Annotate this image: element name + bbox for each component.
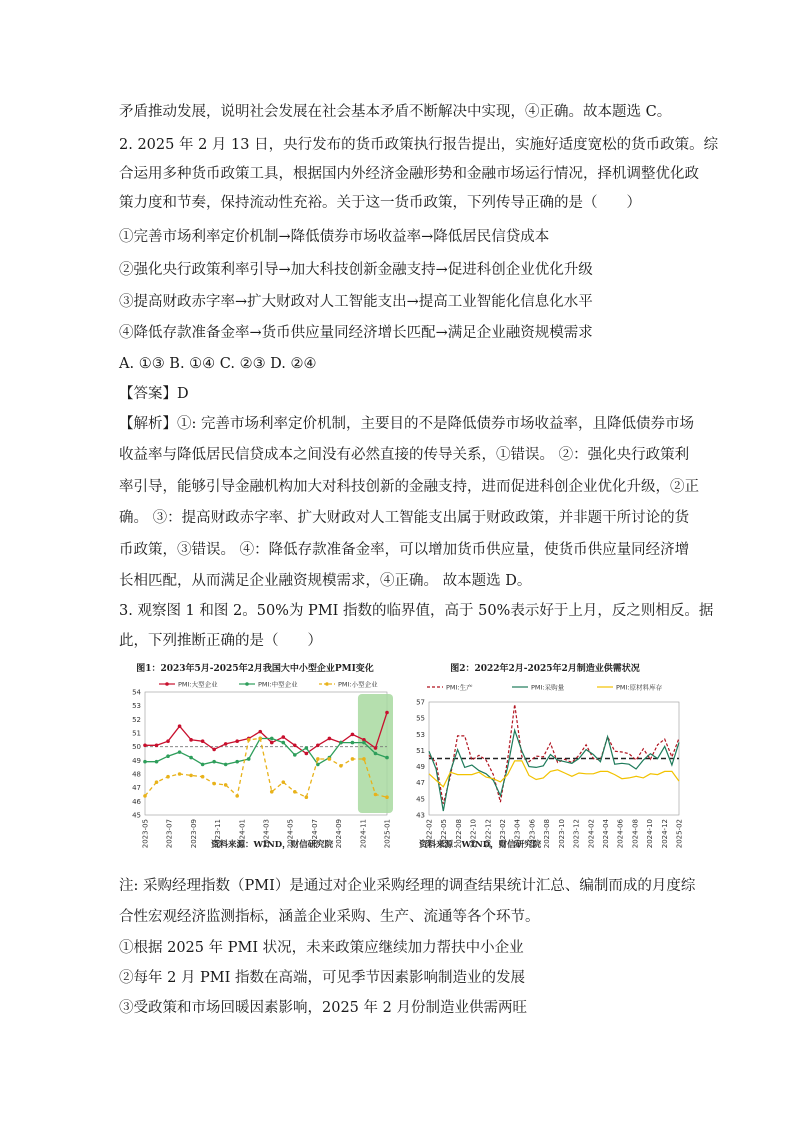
data-point bbox=[143, 760, 147, 764]
y-tick-label: 52 bbox=[132, 715, 141, 724]
x-tick-label: 2022-05 bbox=[440, 819, 449, 849]
option-line: ④降低存款准备金率→货币供应量同经济增长匹配→满足企业融资规模需求 bbox=[119, 325, 593, 341]
data-point bbox=[293, 744, 297, 748]
data-point bbox=[385, 795, 389, 799]
y-tick-label: 57 bbox=[416, 698, 425, 707]
y-tick-label: 51 bbox=[416, 746, 425, 755]
data-point bbox=[281, 741, 285, 745]
text-line: 合性宏观经济监测指标，涵盖企业采购、生产、流通等各个环节。 bbox=[119, 909, 540, 925]
option-line: ①根据 2025 年 PMI 状况，未来政策应继续加力帮扶中小企业 bbox=[119, 940, 524, 956]
data-point bbox=[351, 757, 355, 761]
y-tick-label: 49 bbox=[416, 763, 425, 772]
data-point bbox=[143, 744, 147, 748]
x-tick-label: 2025-02 bbox=[675, 819, 684, 849]
x-tick-label: 2023-12 bbox=[572, 819, 581, 849]
data-point bbox=[155, 760, 159, 764]
data-point bbox=[247, 738, 251, 742]
data-point bbox=[235, 739, 239, 743]
series-line bbox=[429, 761, 679, 787]
x-tick-label: 2024-05 bbox=[286, 819, 295, 849]
x-tick-label: 2023-11 bbox=[214, 819, 223, 849]
data-point bbox=[143, 794, 147, 798]
data-point bbox=[328, 757, 332, 761]
text-line: 注: 采购经理指数（PMI）是通过对企业采购经理的调查结果统计汇总、编制而成的月度综 bbox=[119, 878, 696, 894]
text-line: 收益率与降低居民信贷成本之间没有必然直接的传导关系，①错误。 ②：强化央行政策利 bbox=[119, 447, 690, 463]
data-point bbox=[258, 737, 262, 741]
x-tick-label: 2024-09 bbox=[335, 819, 344, 849]
data-point bbox=[316, 744, 320, 748]
y-tick-label: 48 bbox=[132, 770, 141, 779]
data-point bbox=[258, 730, 262, 734]
x-tick-label: 2022-10 bbox=[469, 819, 478, 849]
y-tick-label: 54 bbox=[132, 688, 141, 697]
legend-label: PMI:生产 bbox=[446, 683, 473, 692]
data-point bbox=[178, 772, 182, 776]
x-tick-label: 2023-05 bbox=[141, 819, 150, 849]
data-point bbox=[374, 746, 378, 750]
legend-marker bbox=[165, 682, 169, 686]
data-point bbox=[189, 756, 193, 760]
series-line bbox=[145, 739, 387, 798]
x-tick-label: 2024-08 bbox=[631, 819, 640, 849]
data-point bbox=[293, 790, 297, 794]
x-tick-label: 2023-04 bbox=[513, 819, 522, 849]
y-tick-label: 55 bbox=[416, 714, 425, 723]
legend-label: PMI:原材料库存 bbox=[616, 683, 663, 692]
x-tick-label: 2024-11 bbox=[359, 819, 368, 849]
text-line: 率引导，能够引导金融机构加大对科技创新的金融支持，进而促进科创企业优化升级，②正 bbox=[119, 479, 699, 495]
data-point bbox=[166, 775, 170, 779]
data-point bbox=[293, 753, 297, 757]
data-point bbox=[201, 775, 205, 779]
series-line bbox=[429, 704, 679, 803]
text-line: 2. 2025 年 2 月 13 日，央行发布的货币政策执行报告提出，实施好适度宽松的货币政策。综 bbox=[119, 137, 719, 153]
x-tick-label: 2024-03 bbox=[262, 819, 271, 849]
data-point bbox=[362, 741, 366, 745]
text-line: 长相匹配，从而满足企业融资规模需求，④正确。 故本题选 D。 bbox=[119, 573, 532, 589]
answer-line: 【答案】D bbox=[119, 386, 189, 402]
y-tick-label: 45 bbox=[416, 795, 425, 804]
y-tick-label: 53 bbox=[132, 702, 141, 711]
data-point bbox=[305, 752, 309, 756]
data-point bbox=[339, 741, 343, 745]
y-tick-label: 45 bbox=[132, 811, 141, 820]
text-line: 币政策，③错误。 ④：降低存款准备金率，可以增加货币供应量，使货币供应量同经济增 bbox=[119, 542, 690, 558]
text-line: 3. 观察图 1 和图 2。50%为 PMI 指数的临界值，高于 50%表示好于上月，反之则相反。据 bbox=[119, 603, 714, 619]
y-tick-label: 53 bbox=[416, 730, 425, 739]
data-point bbox=[362, 757, 366, 761]
data-point bbox=[178, 750, 182, 754]
text-line: 此，下列推断正确的是（ ） bbox=[119, 633, 322, 649]
data-point bbox=[189, 774, 193, 778]
option-line: ①完善市场利率定价机制→降低债券市场收益率→降低居民信贷成本 bbox=[119, 229, 550, 245]
data-point bbox=[212, 782, 216, 786]
y-tick-label: 49 bbox=[132, 756, 141, 765]
data-point bbox=[224, 763, 228, 767]
data-point bbox=[305, 746, 309, 750]
legend-label: PMI:采购量 bbox=[531, 683, 565, 692]
data-point bbox=[351, 741, 355, 745]
data-point bbox=[155, 780, 159, 784]
chart-1-title: 图1：2023年5月-2025年2月我国大中小型企业PMI变化 bbox=[136, 664, 374, 674]
chart-2-svg bbox=[405, 660, 685, 850]
x-tick-label: 2023-07 bbox=[165, 819, 174, 849]
data-point bbox=[155, 744, 159, 748]
series-line bbox=[145, 713, 387, 754]
data-point bbox=[270, 737, 274, 741]
x-tick-label: 2023-08 bbox=[543, 819, 552, 849]
option-line: ②每年 2 月 PMI 指数在高端，可见季节因素影响制造业的发展 bbox=[119, 970, 525, 986]
x-tick-label: 2023-10 bbox=[557, 819, 566, 849]
data-point bbox=[201, 763, 205, 767]
x-tick-label: 2022-02 bbox=[425, 819, 434, 849]
chart-1 bbox=[115, 660, 395, 850]
text-line: 策力度和节奏，保持流动性充裕。关于这一货币政策，下列传导正确的是（ ） bbox=[119, 195, 641, 211]
text-line: 矛盾推动发展，说明社会发展在社会基本矛盾不断解决中实现，④正确。故本题选 C。 bbox=[119, 104, 672, 120]
x-tick-label: 2022-08 bbox=[454, 819, 463, 849]
y-tick-label: 46 bbox=[132, 797, 141, 806]
data-point bbox=[247, 757, 251, 761]
chart-2-source: 资料来源：WIND，财信研究院 bbox=[419, 840, 542, 850]
x-tick-label: 2024-04 bbox=[601, 819, 610, 849]
data-point bbox=[281, 780, 285, 784]
chart-1-source: 资料来源：WIND，财信研究院 bbox=[211, 840, 334, 850]
data-point bbox=[281, 735, 285, 739]
data-point bbox=[270, 790, 274, 794]
chart-2 bbox=[405, 660, 685, 850]
x-tick-label: 2024-10 bbox=[646, 819, 655, 849]
data-point bbox=[212, 760, 216, 764]
y-tick-label: 50 bbox=[132, 743, 141, 752]
data-point bbox=[201, 739, 205, 743]
text-line: 【解析】①: 完善市场利率定价机制，主要目的不是降低债券市场收益率，且降低债券市场 bbox=[119, 416, 694, 432]
data-point bbox=[374, 793, 378, 797]
x-tick-label: 2025-01 bbox=[383, 819, 392, 849]
data-point bbox=[385, 756, 389, 760]
option-line: ③受政策和市场回暖因素影响，2025 年 2 月份制造业供需两旺 bbox=[119, 1000, 527, 1016]
data-point bbox=[166, 739, 170, 743]
data-point bbox=[339, 764, 343, 768]
x-tick-label: 2023-02 bbox=[499, 819, 508, 849]
x-tick-label: 2023-06 bbox=[528, 819, 537, 849]
legend-label: PMI:小型企业 bbox=[338, 680, 378, 689]
data-point bbox=[351, 733, 355, 737]
x-tick-label: 2024-12 bbox=[660, 819, 669, 849]
data-point bbox=[166, 754, 170, 758]
text-line: 确。 ③：提高财政赤字率、扩大财政对人工智能支出属于财政政策，并非题干所讨论的货 bbox=[119, 510, 690, 526]
data-point bbox=[224, 783, 228, 787]
x-tick-label: 2024-01 bbox=[238, 819, 247, 849]
x-tick-label: 2023-09 bbox=[189, 819, 198, 849]
x-tick-label: 2024-07 bbox=[310, 819, 319, 849]
data-point bbox=[385, 711, 389, 715]
y-tick-label: 47 bbox=[132, 784, 141, 793]
x-tick-label: 2024-02 bbox=[587, 819, 596, 849]
option-line: ③提高财政赤字率→扩大财政对人工智能支出→提高工业智能化信息化水平 bbox=[119, 294, 593, 310]
x-tick-label: 2024-06 bbox=[616, 819, 625, 849]
choices-line: A. ①③ B. ①④ C. ②③ D. ②④ bbox=[119, 356, 317, 372]
y-tick-label: 51 bbox=[132, 729, 141, 738]
data-point bbox=[270, 741, 274, 745]
data-point bbox=[178, 724, 182, 728]
chart-1-svg bbox=[115, 660, 395, 850]
data-point bbox=[374, 752, 378, 756]
y-tick-label: 43 bbox=[416, 811, 425, 820]
data-point bbox=[305, 795, 309, 799]
legend-label: PMI:中型企业 bbox=[258, 680, 298, 689]
option-line: ②强化央行政策利率引导→加大科技创新金融支持→促进科创企业优化升级 bbox=[119, 262, 593, 278]
data-point bbox=[235, 760, 239, 764]
data-point bbox=[212, 748, 216, 752]
legend-marker bbox=[245, 682, 249, 686]
data-point bbox=[224, 742, 228, 746]
x-tick-label: 2022-12 bbox=[484, 819, 493, 849]
data-point bbox=[189, 738, 193, 742]
data-point bbox=[328, 737, 332, 741]
legend-marker bbox=[325, 682, 329, 686]
y-tick-label: 47 bbox=[416, 779, 425, 788]
text-line: 合运用多种货币政策工具，根据国内外经济金融形势和金融市场运行情况，择机调整优化政 bbox=[119, 166, 699, 182]
chart-2-title: 图2：2022年2月-2025年2月制造业供需状况 bbox=[450, 664, 640, 674]
legend-label: PMI:大型企业 bbox=[178, 680, 218, 689]
data-point bbox=[235, 794, 239, 798]
data-point bbox=[316, 757, 320, 761]
